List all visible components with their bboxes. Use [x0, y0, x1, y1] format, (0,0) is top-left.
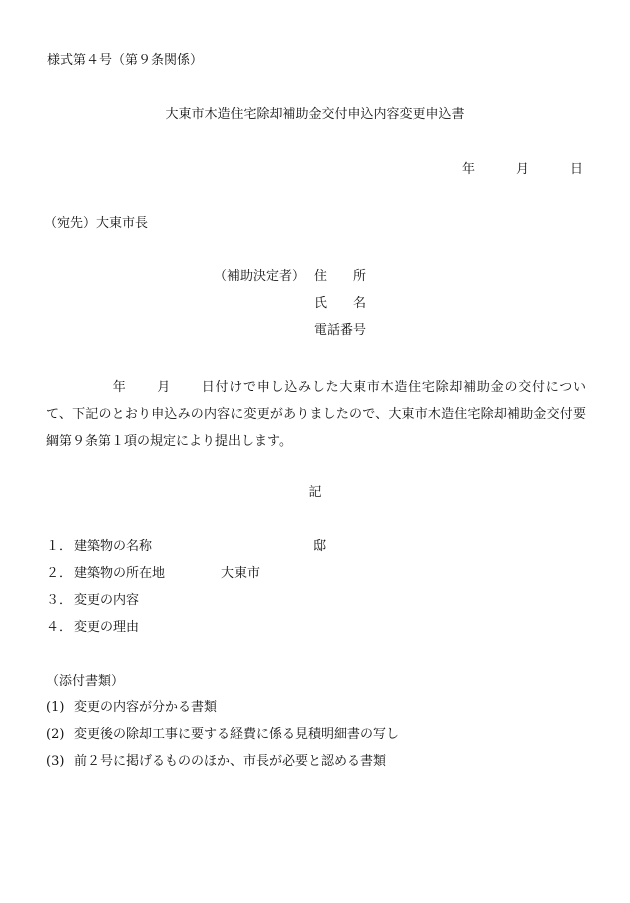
body-text: 日付けで申し込みした大東市木造住宅除却補助金の交付について、下記のとおり申込みの内容に変更がありましたので、大東市木造住宅除却補助金交付要綱第９条第１項の規定により提出します。 — [46, 380, 586, 449]
item-label: 建築物の名称 — [74, 539, 153, 554]
form-number: 様式第４号（第９条関係） — [47, 53, 204, 68]
applicant-label: （補助決定者） — [214, 269, 306, 284]
body-year-label: 年 — [112, 380, 127, 395]
date-day-label: 日 — [570, 162, 584, 177]
body-paragraph — [46, 374, 586, 455]
item-number: ４． — [46, 620, 73, 635]
name-field-label: 氏 名 — [314, 296, 367, 311]
attachment-number: (3) — [46, 754, 65, 769]
item-label: 建築物の所在地 — [74, 566, 166, 581]
item-number: １． — [46, 539, 73, 554]
ki-heading: 記 — [308, 485, 322, 500]
list-item — [46, 594, 139, 607]
item-label: 変更の理由 — [74, 620, 140, 635]
building-name-suffix: 邸 — [313, 539, 327, 554]
date-month-label: 月 — [516, 162, 530, 177]
document-title: 大東市木造住宅除却補助金交付申込内容変更申込書 — [165, 107, 465, 122]
list-item — [46, 540, 152, 553]
item-label: 変更の内容 — [74, 593, 140, 608]
phone-field-label: 電話番号 — [314, 323, 367, 338]
addressee: （宛先）大東市長 — [44, 216, 149, 231]
attachment-item — [46, 755, 386, 768]
attachment-number: (1) — [46, 700, 65, 715]
list-item — [46, 567, 165, 580]
date-year-label: 年 — [462, 162, 476, 177]
body-month-label: 月 — [156, 380, 172, 395]
attachment-item — [46, 728, 399, 741]
attachment-number: (2) — [46, 727, 65, 742]
attachment-text: 変更の内容が分かる書類 — [74, 700, 218, 715]
list-item — [46, 621, 139, 634]
attachments-heading: （添付書類） — [46, 674, 125, 689]
attachment-item — [46, 701, 217, 714]
attachment-text: 前２号に掲げるもののほか、市長が必要と認める書類 — [74, 754, 387, 769]
location-prefix: 大東市 — [221, 566, 261, 581]
address-field-label: 住 所 — [314, 269, 367, 284]
item-number: ２． — [46, 566, 73, 581]
attachment-text: 変更後の除却工事に要する経費に係る見積明細書の写し — [74, 727, 400, 742]
item-number: ３． — [46, 593, 73, 608]
